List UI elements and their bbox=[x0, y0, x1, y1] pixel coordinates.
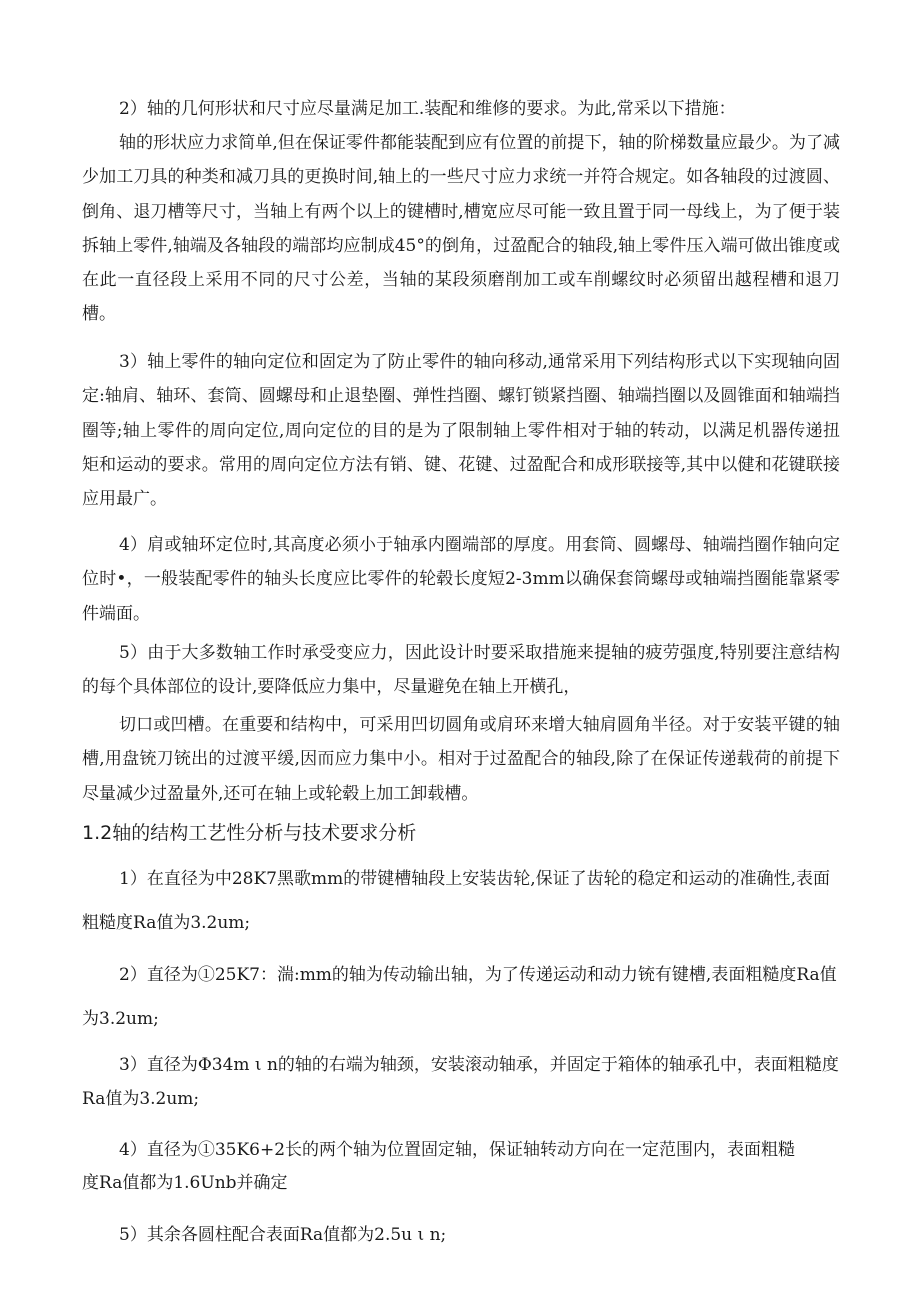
item-1-line-2: 粗糙度Ra值为3.2um; bbox=[82, 913, 251, 933]
paragraph-3: 3）轴上零件的轴向定位和固定为了防止零件的轴向移动,通常采用下列结构形式以下实现轴向固定:轴肩、轴环、套筒、圆螺母和止退垫圈、弹性挡圈、螺钉锁紧挡圈、轴端挡圈以及圆锥面和轴端挡圈等;轴上零件的周向定位,周向定位的目的是为了限制轴上零件相对于轴的转动，以满足机器传递扭矩和运动的要求。常用的周向定位方法有销、键、花键、过盈配合和成形联接等,其中以健和花键联接应用最广。 bbox=[82, 352, 840, 510]
item-3-line-2: Ra值为3.2um; bbox=[82, 1089, 200, 1109]
item-4-line-1: 4）直径为①35K6+2长的两个轴为位置固定轴，保证轴转动方向在一定范围内，表面粗糙 bbox=[119, 1140, 796, 1160]
item-1-line-1: 1）在直径为中28K7黑歌mm的带键槽轴段上安装齿轮,保证了齿轮的稳定和运动的准确性,表面 bbox=[119, 869, 831, 889]
section-heading: 1.2轴的结构工艺性分析与技术要求分析 bbox=[82, 822, 417, 844]
paragraph-shaft-shape: 轴的形状应力求简单,但在保证零件都能装配到应有位置的前提下，轴的阶梯数量应最少。为了减少加工刀具的种类和减刀具的更换时间,轴上的一些尺寸应力求统一并符合规定。如各轴段的过渡圆、倒角、退刀槽等尺寸，当轴上有两个以上的键槽时,槽宽应尽可能一致且置于同一母线上，为了便于装拆轴上零件,轴端及各轴段的端部均应制成45°的倒角，过盈配合的轴段,轴上零件压入端可做出锥度或在此一直径段上采用不同的尺寸公差，当轴的某段须磨削加工或车削螺纹时必须留出越程槽和退刀槽。 bbox=[82, 133, 840, 325]
item-5: 5）其余各圆柱配合表面Ra值都为2.5u ι n; bbox=[119, 1225, 447, 1245]
paragraph-2: 2）轴的几何形状和尺寸应尽量满足加工.装配和维修的要求。为此,常采以下措施： bbox=[119, 99, 736, 119]
item-2-line-1: 2）直径为①25K7：湍:mm的轴为传动输出轴，为了传递运动和动力铳有键槽,表面粗糙度Ra值 bbox=[119, 965, 837, 985]
paragraph-5-continued: 切口或凹槽。在重要和结构中，可采用凹切圆角或肩环来增大轴肩圆角半径。对于安装平键的轴槽,用盘铳刀铳出的过渡平缓,因而应力集中小。相对于过盈配合的轴段,除了在保证传递载荷的前提下尽量减少过盈量外,还可在轴上或轮毂上加工卸载槽。 bbox=[82, 715, 840, 804]
item-2-line-2: 为3.2um; bbox=[82, 1009, 159, 1029]
paragraph-4: 4）肩或轴环定位时,其高度必须小于轴承内圈端部的厚度。用套筒、圆螺母、轴端挡圈作轴向定位时•，一般装配零件的轴头长度应比零件的轮毂长度短2-3mm以确保套筒螺母或轴端挡圈能靠紧零件端面。 bbox=[82, 535, 840, 624]
item-3-line-1: 3）直径为Φ34m ι n的轴的右端为轴颈，安装滚动轴承，并固定于箱体的轴承孔中，表面粗糙度 bbox=[119, 1055, 839, 1075]
paragraph-5: 5）由于大多数轴工作时承受变应力，因此设计时要采取措施来提轴的疲劳强度,特别要注意结构的每个具体部位的设计,要降低应力集中，尽量避免在轴上开横孔， bbox=[82, 643, 840, 698]
item-4-line-2: 度Ra值都为1.6Unb并确定 bbox=[82, 1173, 288, 1193]
